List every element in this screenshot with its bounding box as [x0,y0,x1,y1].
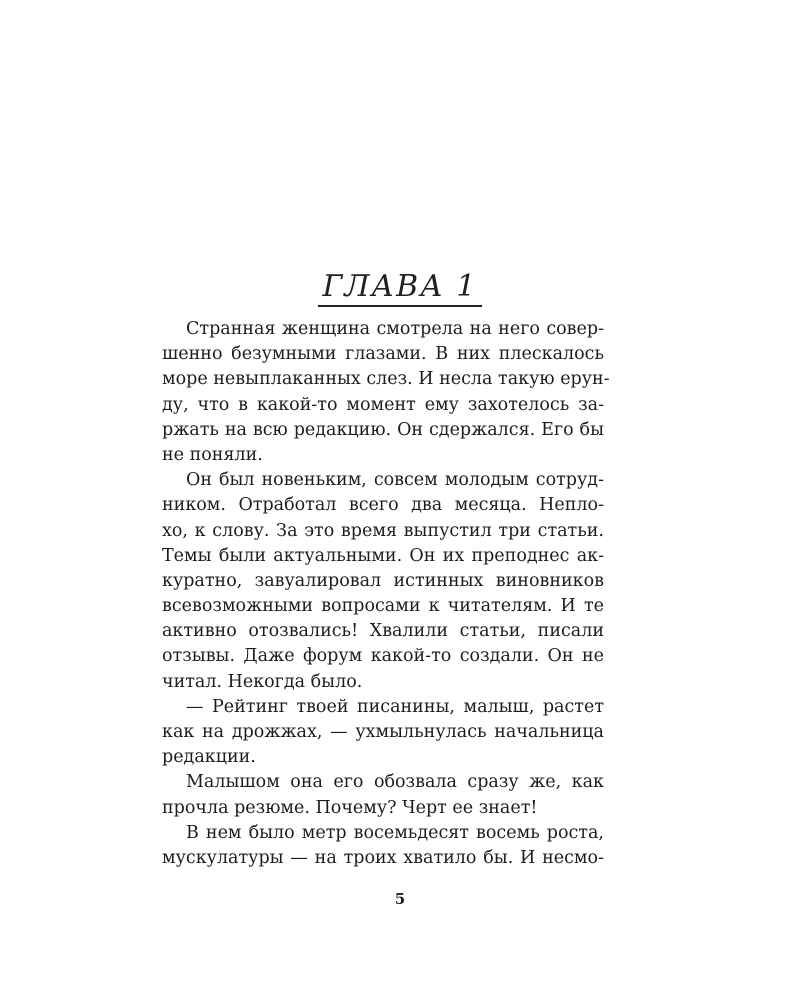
text-line: Странная женщина смотрела на него совер- [186,319,604,339]
text-line: Малышом она его обозвала сразу же, как [186,772,604,793]
text-line: отзывы. Даже форум какой-то создали. Он не [162,646,604,667]
chapter-heading [0,266,800,307]
text-line: как на дрожжах, — ухмыльнулась начальница [162,722,604,742]
text-line: не поняли. [162,444,263,465]
text-line: Темы были актуальными. Он их преподнес ак- [162,545,604,566]
text-line: активно отозвались! Хвалили статьи, писали [162,621,604,642]
text-line: мускулатуры — на троих хватило бы. И несмо- [162,847,604,868]
text-line: всевозможными вопросами к читателям. И те [162,596,604,617]
text-line: редакции. [162,747,256,768]
text-lines [162,317,610,871]
text-line: шенно безумными глазами. В них плескалось [162,344,604,365]
chapter-title: ГЛАВА 1 [318,271,481,307]
text-line: В нем было метр восемьдесят восемь роста, [186,822,604,843]
text-line: море невыплаканных слез. И несла такую ерун- [162,369,610,390]
text-line: прочла резюме. Почему? Черт ее знает! [162,797,538,818]
text-line: ржать на всю редакцию. Он сдержался. Его бы [162,419,604,440]
page-number: 5 [394,890,406,908]
text-line: — Рейтинг твоей писанины, малыш, растет [186,696,604,717]
text-line: Он был новеньким, совсем молодым сотруд- [186,470,604,491]
body-text [162,317,610,871]
text-line: куратно, завуалировал истинных виновников [162,570,604,591]
text-line: читал. Некогда было. [162,671,363,692]
text-line: ду, что в какой-то момент ему захотелось за- [162,394,604,415]
text-line: хо, к слову. За это время выпустил три статьи. [162,520,604,541]
text-line: ником. Отработал всего два месяца. Непло- [162,495,604,516]
